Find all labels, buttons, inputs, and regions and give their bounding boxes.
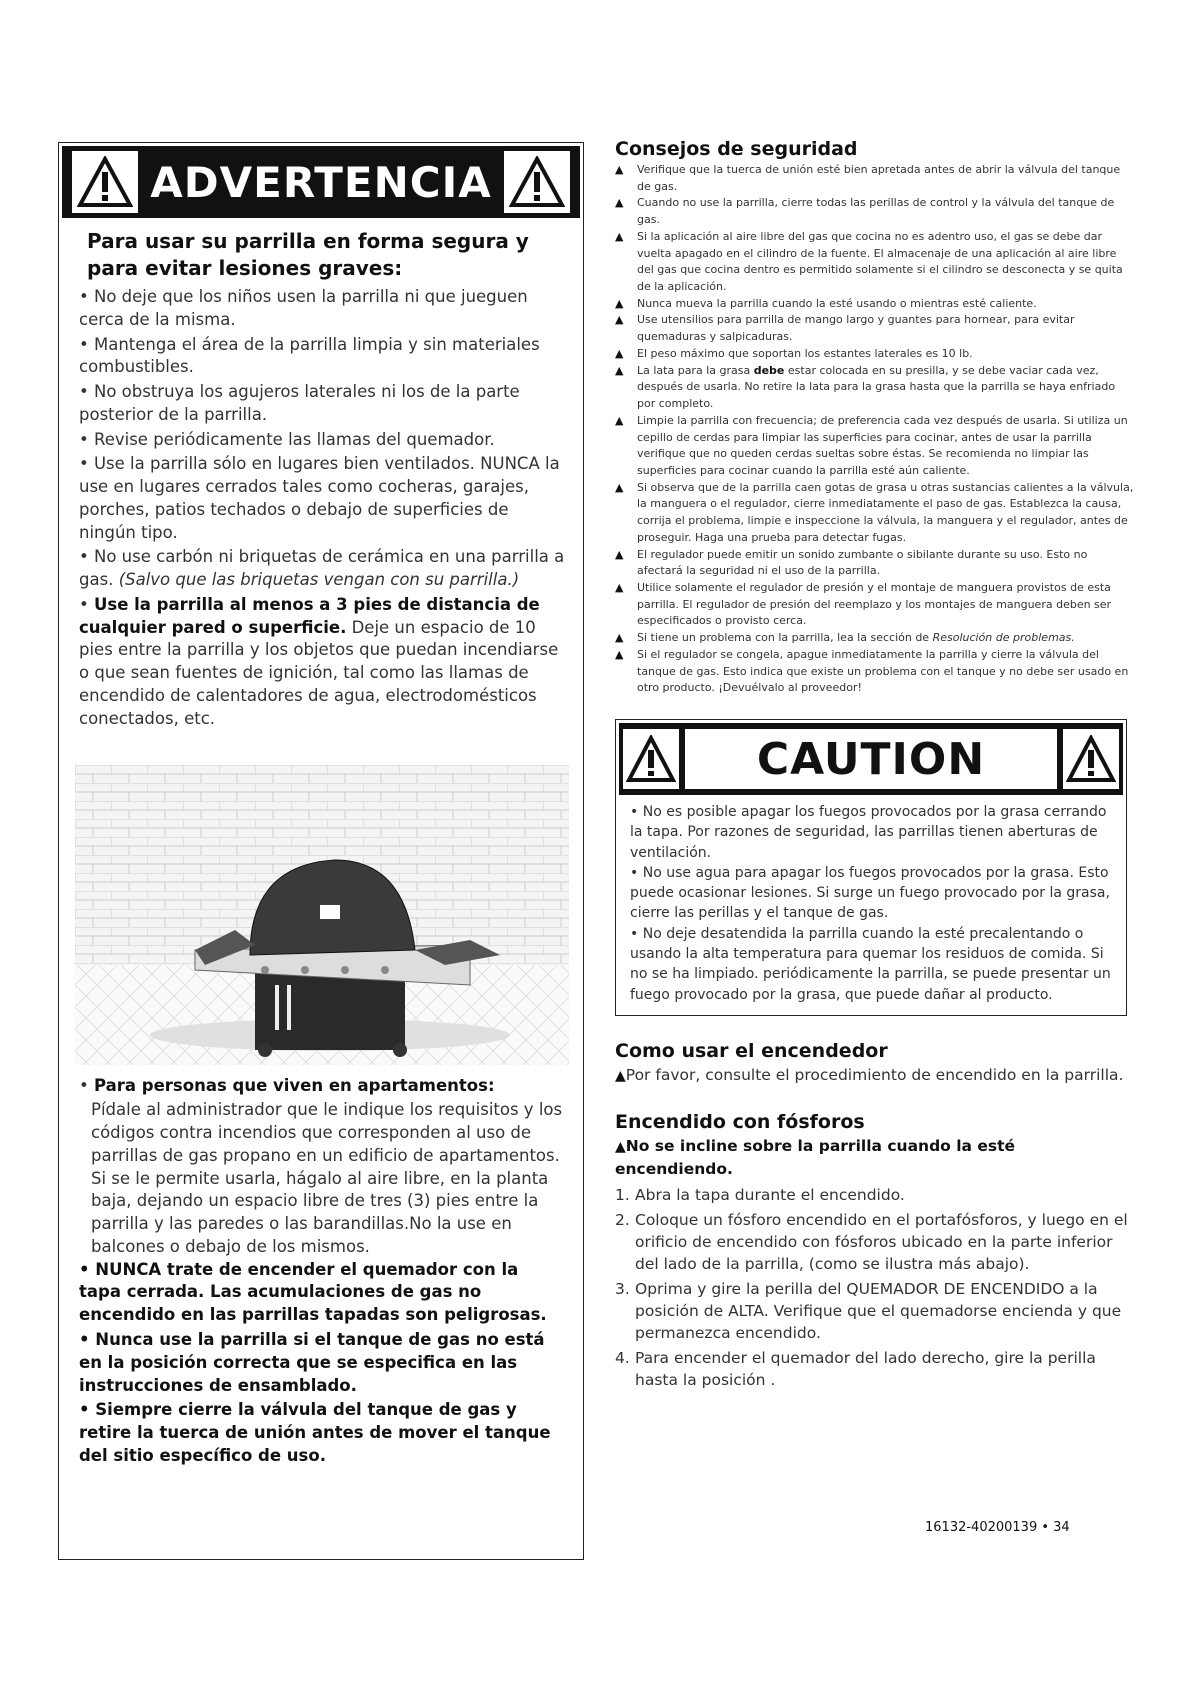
- matches-warning: No se incline sobre la parrilla cuando la esté encendiendo.: [615, 1136, 1016, 1178]
- list-item: • Siempre cierre la válvula del tanque de gas y retire la tuerca de unión antes de mover el tanque del sitio específico de uso.: [79, 1399, 565, 1467]
- matches-steps: [615, 1184, 1135, 1391]
- list-item: [79, 1075, 565, 1098]
- grill-illustration: [75, 765, 567, 1065]
- warning-triangle-icon: [1063, 729, 1119, 789]
- list-item: [79, 594, 565, 731]
- list-item: • Nunca use la parrilla si el tanque de gas no está en la posición correcta que se especifica en las instrucciones de ensamblado.: [79, 1329, 565, 1397]
- list-item-text: Pídale al administrador que le indique los requisitos y los códigos contra incendios que corresponden al uso de parrillas de gas propano en un edificio de apartamentos. Si se le permite usarla, hágalo al aire libre, en la planta baja, dejando un espacio libre de tres (3) pies entre la parrilla y las paredes o las barandillas.No la use en balcones o debajo de los mismos.: [91, 1100, 563, 1256]
- caution-title: CAUTION: [685, 729, 1057, 789]
- step-text: Oprima y gire la perilla del QUEMADOR DE ENCENDIDO a la posición de ALTA. Verifique que el quemadorse encienda y que permanezca encendido.: [635, 1279, 1122, 1342]
- list-item: • No use agua para apagar los fuegos provocados por la grasa. Esto puede ocasionar lesiones. Si surge un fuego provocado por la grasa, cierre las perillas y el tanque de gas.: [630, 863, 1118, 924]
- advertencia-heading: Para usar su parrilla en forma segura y para evitar lesiones graves:: [87, 229, 529, 280]
- step-number: 4.: [615, 1348, 630, 1367]
- advertencia-list-top: [79, 286, 565, 731]
- list-item-emphasis: debe: [753, 363, 785, 377]
- list-item: ▲ Cuando no use la parrilla, cierre todas las perillas de control y la válvula del tanque de gas.: [615, 195, 1135, 228]
- step-item: [615, 1209, 1135, 1275]
- list-item: • Mantenga el área de la parrilla limpia y sin materiales combustibles.: [79, 334, 565, 380]
- list-item: • No deje desatendida la parrilla cuando la esté precalentando o usando la alta temperatura para quemar los residuos de comida. Si no se ha limpiado. periódicamente la parrilla, se puede presentar un fuego provocado por la grasa, que puede dañar al producto.: [630, 924, 1118, 1005]
- step-text: Abra la tapa durante el encendido.: [635, 1185, 905, 1204]
- list-item: ▲ El peso máximo que soportan los estantes laterales es 10 lb.: [615, 346, 1135, 363]
- list-item: ▲ Use utensilios para parrilla de mango largo y guantes para hornear, para evitar quemaduras y salpicaduras.: [615, 312, 1135, 345]
- caution-triangle-icon: ▲: [615, 1138, 626, 1155]
- list-item: ▲ Limpie la parrilla con frecuencia; de preferencia cada vez después de usarla. Si utiliza un cepillo de cerdas para limpiar las superficies para cocinar, antes de usar la parrilla verifique que no queden cerdas sueltas sobre éstas. Se recomienda no limpiar las superficies para cocinar cuando la parrilla esté aún caliente.: [615, 413, 1135, 480]
- list-item-text: Deje un espacio de 10 pies entre la parrilla y los objetos que puedan incendiarse o que sean fuentes de ignición, tal como las llamas de encendido de calentadores de agua, electrodomésticos conectados, etc.: [79, 617, 559, 728]
- caution-list: [616, 798, 1126, 1015]
- advertencia-banner: [62, 146, 580, 218]
- list-item: ▲ Si la aplicación al aire libre del gas que cocina no es adentro uso, el gas se debe dar vuelta apagado en el cilindro de la fuente. El almacenaje de una aplicación al aire libre del gas que cocina dentro es permitido solamente si el cilindro se desconecta y se quita de la aplicación.: [615, 229, 1135, 296]
- caution-panel: [615, 719, 1127, 1016]
- step-text: Coloque un fósforo encendido en el portafósforos, y luego en el orificio de encendido con fósforos ubicado en la parte inferior del lado de la parrilla, (como se ilustra más abajo).: [635, 1210, 1128, 1273]
- list-item: • No es posible apagar los fuegos provocados por la grasa cerrando la tapa. Por razones de seguridad, las parrillas tienen aberturas de ventilación.: [630, 802, 1118, 863]
- list-item-text: No use carbón ni briquetas de cerámica en una parrilla a gas.: [79, 547, 565, 590]
- list-item: • Use la parrilla sólo en lugares bien ventilados. NUNCA la use en lugares cerrados tales como cocheras, garajes, porches, patios techados o debajo de superficies de ningún tipo.: [79, 453, 565, 544]
- step-item: [615, 1347, 1135, 1391]
- step-item: [615, 1278, 1135, 1344]
- list-item: ▲ Si observa que de la parrilla caen gotas de grasa u otras sustancias calientes a la válvula, la manguera o el regulador, cierre inmediatamente el paso de gas. Establezca la causa, corrija el problema, limpie e inspeccione la válvula, la manguera y el regulador, antes de proseguir. Haga una prueba para detectar fugas.: [615, 480, 1135, 547]
- list-item: ▲ Utilice solamente el regulador de presión y el montaje de manguera provistos de esta parrilla. El regulador de presión del reemplazo y los montajes de manguera deben ser especificados o provisto cerca.: [615, 580, 1135, 630]
- caution-triangle-icon: ▲: [615, 1067, 626, 1084]
- list-item: • No obstruya los agujeros laterales ni los de la parte posterior de la parrilla.: [79, 381, 565, 427]
- advertencia-list-bottom: [79, 1075, 565, 1468]
- matches-section: [615, 1111, 1135, 1391]
- page-footer: 16132-40200139 • 34: [925, 1520, 1070, 1535]
- list-item-emphasis: Para personas que viven en apartamentos:: [93, 1075, 495, 1095]
- igniter-title: Como usar el encendedor: [615, 1039, 888, 1062]
- warning-triangle-icon: [623, 729, 679, 789]
- list-item-reference: Resolución de problemas.: [932, 631, 1075, 645]
- igniter-text-row: [615, 1064, 1135, 1087]
- list-item-note: (Salvo que las briquetas vengan con su parrilla.): [118, 570, 520, 590]
- step-text: Para encender el quemador del lado derecho, gire la perilla hasta la posición .: [635, 1348, 1096, 1389]
- list-item: ▲ Nunca mueva la parrilla cuando la esté usando o mientras esté caliente.: [615, 296, 1135, 313]
- list-item: [79, 546, 565, 592]
- igniter-section: [615, 1040, 1135, 1087]
- advertencia-title: ADVERTENCIA: [150, 157, 492, 207]
- list-item: ▲ Si el regulador se congela, apague inmediatamente la parrilla y cierre la válvula del tanque de gas. Esto indica que existe un problema con el tanque y no debe ser usado en otro producto. ¡Devuélvalo al proveedor!: [615, 647, 1135, 697]
- safety-title: Consejos de seguridad: [615, 138, 858, 160]
- step-number: 2.: [615, 1210, 630, 1229]
- warning-triangle-icon: [504, 151, 570, 213]
- right-column: [615, 138, 1135, 1394]
- list-item: • No deje que los niños usen la parrilla ni que jueguen cerca de la misma.: [79, 286, 565, 332]
- step-number: 3.: [615, 1279, 630, 1298]
- list-item-text: La lata para la grasa: [637, 363, 751, 377]
- matches-title: Encendido con fósforos: [615, 1110, 865, 1133]
- caution-banner: [619, 723, 1123, 795]
- list-item: • NUNCA trate de encender el quemador con la tapa cerrada. Las acumulaciones de gas no encendido en las parrillas tapadas son peligrosas.: [79, 1259, 565, 1327]
- step-number: 1.: [615, 1185, 630, 1204]
- list-item-text: Si tiene un problema con la parrilla, lea la sección de: [637, 631, 930, 645]
- list-item-text: estar colocada en su presilla, y se debe vaciar cada vez, después de usarla. No retire la lata para la grasa hasta que la parrilla se haya enfriado por completo.: [637, 363, 1116, 411]
- advertencia-panel: [58, 142, 584, 1560]
- safety-list: [615, 162, 1135, 697]
- list-item-emphasis: Use la parrilla al menos a 3 pies de distancia de cualquier pared o superficie.: [79, 594, 540, 637]
- matches-warning-row: [615, 1135, 1135, 1180]
- list-item: • Revise periódicamente las llamas del quemador.: [79, 429, 565, 452]
- list-item: ▲ Verifique que la tuerca de unión esté bien apretada antes de abrir la válvula del tanque de gas.: [615, 162, 1135, 195]
- list-item: [615, 630, 1135, 647]
- list-item: [615, 363, 1135, 413]
- list-item: ▲ El regulador puede emitir un sonido zumbante o sibilante durante su uso. Esto no afectará la seguridad ni el uso de la parrilla.: [615, 547, 1135, 580]
- igniter-text: Por favor, consulte el procedimiento de encendido en la parrilla.: [625, 1065, 1124, 1084]
- warning-triangle-icon: [72, 151, 138, 213]
- step-item: [615, 1184, 1135, 1206]
